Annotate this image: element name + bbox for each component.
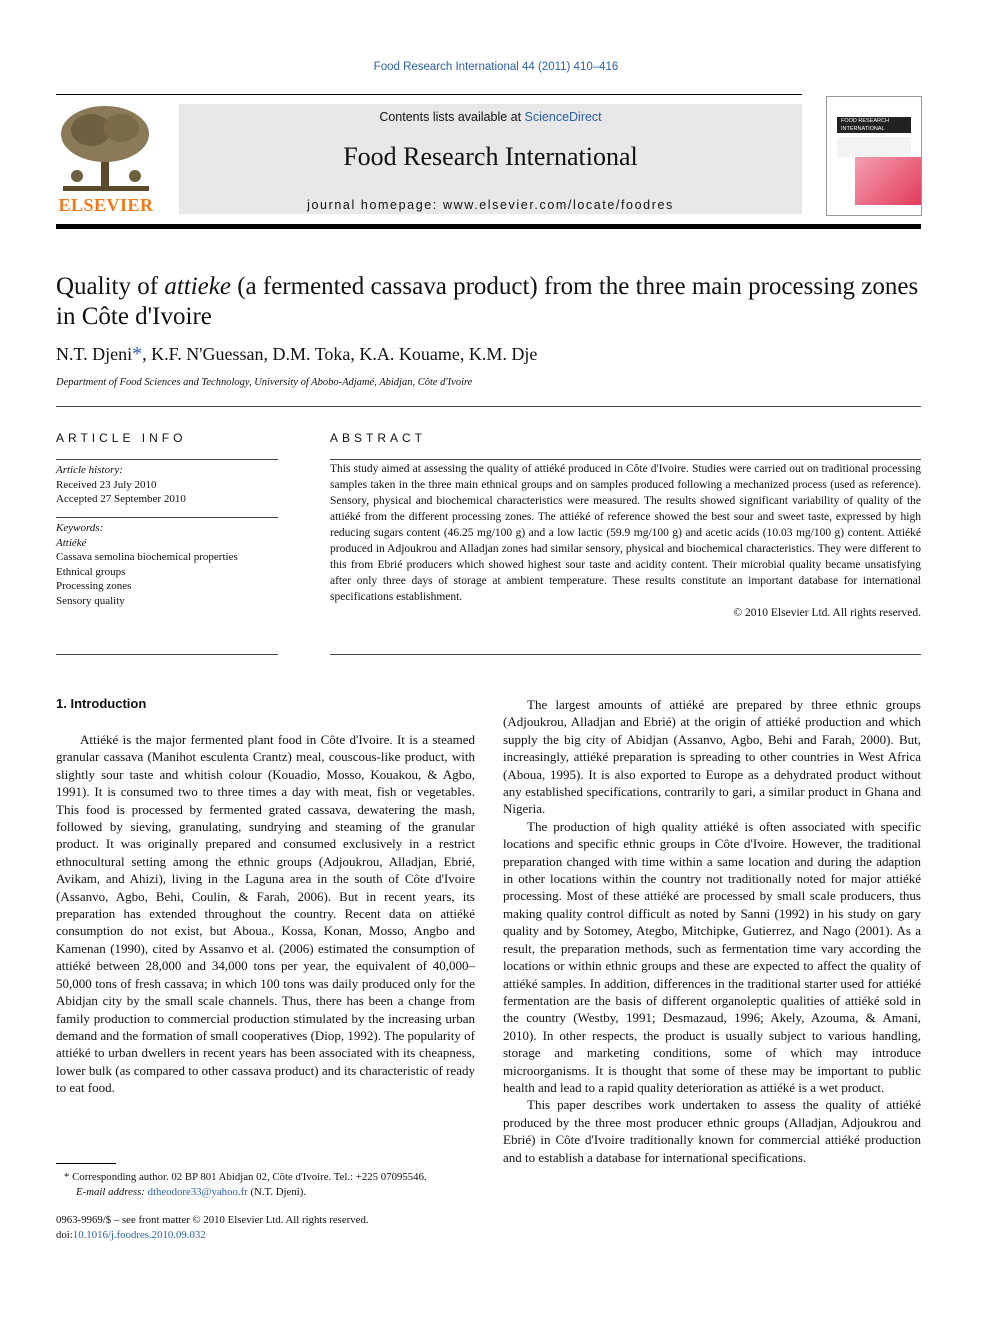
left-column [56, 731, 475, 1097]
email-link[interactable]: dtheodore33@yahoo.fr [147, 1186, 248, 1198]
keyword: Processing zones [56, 580, 132, 592]
divider [330, 459, 921, 460]
abstract-text: This study aimed at assessing the quality of attiéké produced in Côte d'Ivoire. Studies were carried out on traditional processing samples taken in the three main ethnical groups and on samples produced following a mechanized process (used as reference). Sensory, physical and biochemical characteristics were measured. The results showed significant variability of quality of the attiéké from the different processing zones. The attiéké of reference showed the best sour and sweet taste, expressed by high reducing sugars content (46.25 mg/100 g) and a low lactic (59.9 mg/100 g) and acetic acids (10.03 mg/100 g) content. Attiéké produced in Adjoukrou and Alladjan zones had similar sensory, physical and biochemical characteristics. They were different to this from Ebrié producers which showed highest sour taste and acidity content. Their microbial quality became unsatisfying after only three days of storage at ambient temperature. These results constitute an important database for international specifications establishment. [330, 463, 921, 603]
contents-prefix: Contents lists available at [379, 110, 525, 124]
keyword: Ethnical groups [56, 565, 126, 578]
abstract-heading: ABSTRACT [330, 431, 427, 445]
keywords [56, 521, 278, 608]
affiliation: Department of Food Sciences and Technology, University of Abobo-Adjamé, Abidjan, Côte d'Ivoire [56, 377, 473, 388]
header-rule [56, 94, 802, 95]
author-list [56, 343, 537, 366]
accepted-date: Accepted 27 September 2010 [56, 493, 186, 505]
article-title [56, 272, 922, 332]
article-info-heading: ARTICLE INFO [56, 431, 187, 445]
header-thick-rule [56, 224, 921, 229]
abstract [330, 461, 921, 621]
corresponding-author-note: Corresponding author. 02 BP 801 Abidjan 02, Côte d'Ivoire. Tel.: +225 07095546. [72, 1171, 427, 1183]
doi-label: doi: [56, 1229, 73, 1241]
title-part: Quality of [56, 273, 165, 300]
received-date: Received 23 July 2010 [56, 478, 157, 491]
first-author: N.T. Djeni [56, 344, 133, 364]
elsevier-logo [55, 104, 157, 216]
journal-banner [179, 104, 802, 214]
paragraph: Attiéké is the major fermented plant food in Côte d'Ivoire. It is a steamed granular cassava (Manihot esculenta Crantz) meal, couscous-like product, with slightly sour taste and whitish colour (Kouadio, Mosso, Kouakou, & Agbo, 1991). It is consumed two to three times a day with meat, fish or vegetables. This food is processed by fermented grated cassava, dewatering the mash, followed by sieving, granulating, sundrying and steaming of the granular product. It was originally prepared and consumed exclusively in a restrict ethnocultural setting among the ethnic groups (Adjoukrou, Alladjan, Ebrié, Avikam, and Ahizi), living in the Laguna area in the south of Côte d'Ivoire (Assanvo, Agbo, Behi, Coulin, & Farah, 2006). But in recent years, its preparation has extended throughout the country. Recent data on attiéké consumption do not exist, but Aboua., Kossa, Konan, Mosso, Angbo and Kamenan (1990), cited by Assanvo et al. (2006) estimated the consumption of attiéké between 28,000 and 34,000 tons per year, the equivalent of 40,000–50,000 tons of fresh cassava; in which 100 tons was daily produced only for the Abidjan city by the small scale channels. Thus, there has been a change from family production to commercial production stimulated by the increasing urban demand and the formation of small cooperatives (Diop, 1992). The popularity of attiéké to urban dwellers in recent years has been associated with its cheapness, lower bulk (as compared to other cassava product) and its characteristic of ready to eat food. [56, 732, 475, 1096]
title-part: (a fermented cassava product) from the three main processing zones in Côte d'Ivoire [56, 273, 919, 330]
article-history [56, 463, 278, 507]
email-owner: (N.T. Djeni). [247, 1186, 307, 1198]
cover-panel [837, 137, 911, 157]
section-heading: 1. Introduction [56, 696, 147, 711]
divider [330, 654, 921, 655]
right-column [503, 696, 921, 1166]
divider [56, 459, 278, 460]
paragraph: This paper describes work undertaken to assess the quality of attiéké produced by the three most producer ethnic groups (Alladjan, Adjoukrou and Ebrié) in Côte d'Ivoire traditionally known for commercial attiéké production and to establish a database for international specifications. [503, 1097, 921, 1165]
publisher-logo-text: ELSEVIER [58, 195, 154, 215]
contents-line [179, 110, 802, 124]
doi-link[interactable]: 10.1016/j.foodres.2010.09.032 [72, 1229, 206, 1241]
paragraph: The production of high quality attiéké is often associated with specific locations and specific ethnic groups in Côte d'Ivoire. However, the traditional preparation changed with time within a same location and during the adaption in other locations within the country not traditionally noted for major attiéké processing. Most of these attiéké are processed by small scale producers, thus making quality control difficult as noted by Sanni (1992) in his study on gary quality and by Sotomey, Ategbo, Mitchipke, Gutierrez, and Nago (2001). As a result, the preparation methods, such as fermentation time vary according the locations or within ethnic groups and these are expected to affect the quality of attiéké samples. In addition, differences in the traditional starter used for attiéké fermentation are the basis of different organoleptic qualities of attiéké sold in the country (Westby, 1991; Desmazaud, 1996; Akely, Azouma, & Amani, 2010). In other respects, the product is usually subject to various handling, storage and marketing conditions, some of which may introduce microorganisms. It is thought that some of these may be important to public health and lead to a rapid quality deterioration as attiéké is a wet product. [503, 818, 921, 1095]
copyright: © 2010 Elsevier Ltd. All rights reserved. [733, 607, 921, 619]
divider [56, 654, 278, 655]
other-authors: , K.F. N'Guessan, D.M. Toka, K.A. Kouame, K.M. Dje [142, 344, 538, 364]
history-label: Article history: [56, 464, 123, 476]
keyword: Attiéké [56, 536, 87, 549]
paragraph: The largest amounts of attiéké are prepared by three ethnic groups (Adjoukrou, Alladjan and Ebrié) at the origin of attiéké production and which supply the big city of Abidjan (Assanvo, Agbo, Behi and Farah, 2000). But, increasingly, attiéké preparation is spreading to other countries in West Africa (Aboua, 1995). It is also exported to Europe as a dehydrated product without any established specifications, contrarily to gari, a similar product in Ghana and Nigeria. [503, 697, 921, 817]
journal-reference[interactable]: Food Research International 44 (2011) 410–416 [373, 61, 619, 73]
journal-title: Food Research International [343, 142, 638, 171]
cover-graphic [855, 157, 921, 205]
cover-title: FOOD RESEARCH INTERNATIONAL [837, 117, 911, 133]
keywords-label: Keywords: [56, 522, 104, 534]
tree-icon [55, 104, 157, 196]
title-italic: attieke [164, 273, 231, 300]
email-label: E-mail address: [76, 1186, 148, 1198]
front-matter-info [56, 1213, 369, 1243]
footnote [64, 1170, 478, 1200]
issn-line: 0963-9969/$ – see front matter © 2010 Elsevier Ltd. All rights reserved. [56, 1214, 369, 1226]
sciencedirect-link[interactable]: ScienceDirect [524, 110, 602, 124]
corresponding-author-mark[interactable]: * [132, 343, 143, 365]
keyword: Sensory quality [56, 594, 125, 607]
footnote-mark: * [64, 1171, 70, 1183]
journal-homepage[interactable]: journal homepage: www.elsevier.com/locate/foodres [307, 198, 674, 212]
keyword: Cassava semolina biochemical properties [56, 551, 238, 563]
journal-cover [826, 96, 922, 216]
divider [56, 406, 921, 407]
divider [56, 517, 278, 518]
footnote-rule [56, 1163, 116, 1164]
